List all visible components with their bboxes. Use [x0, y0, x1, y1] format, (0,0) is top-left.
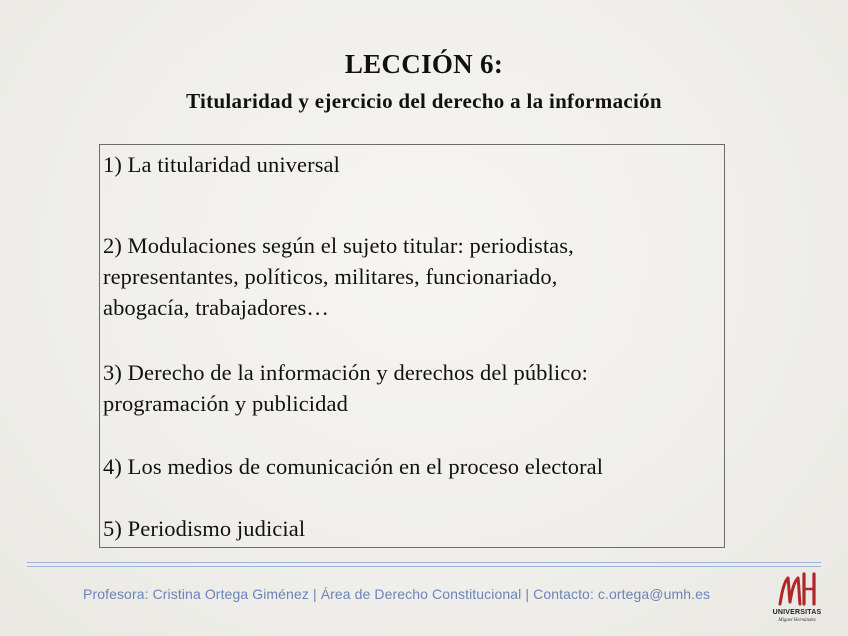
topic-3-line-1: 3) Derecho de la información y derechos del público: — [103, 360, 589, 385]
topic-item-4: 4) Los medios de comunicación en el proceso electoral — [103, 454, 604, 479]
footer-separator: | — [312, 586, 317, 602]
university-logo — [772, 570, 822, 632]
topic-item-3 — [103, 357, 588, 419]
topic-item-2 — [103, 230, 574, 323]
logo-miguel-hernandez: Miguel Hernández — [778, 618, 816, 623]
footer-separator: | — [525, 586, 530, 602]
footer-rule-bottom — [27, 566, 821, 567]
footer-professor: Profesora: Cristina Ortega Giménez — [83, 586, 309, 602]
topic-2-line-1: 2) Modulaciones según el sujeto titular: periodistas, — [103, 233, 574, 258]
umh-logo-icon — [776, 570, 818, 608]
topic-2-line-3: abogacía, trabajadores… — [103, 295, 329, 320]
footer-rule-top — [27, 562, 821, 563]
slide-subtitle: Titularidad y ejercicio del derecho a la información — [186, 89, 662, 113]
footer-contact[interactable]: Contacto: c.ortega@umh.es — [533, 586, 711, 602]
logo-universitas: UNIVERSITAS — [772, 609, 822, 616]
topic-item-1: 1) La titularidad universal — [103, 152, 340, 177]
slide-title: LECCIÓN 6: — [344, 49, 504, 79]
footer-area: Área de Derecho Constitucional — [320, 586, 522, 602]
topic-2-line-2: representantes, políticos, militares, funcionariado, — [103, 264, 558, 289]
topics-box — [99, 144, 725, 548]
footer-text — [83, 586, 710, 602]
topic-item-5: 5) Periodismo judicial — [103, 516, 306, 541]
topic-3-line-2: programación y publicidad — [103, 391, 348, 416]
